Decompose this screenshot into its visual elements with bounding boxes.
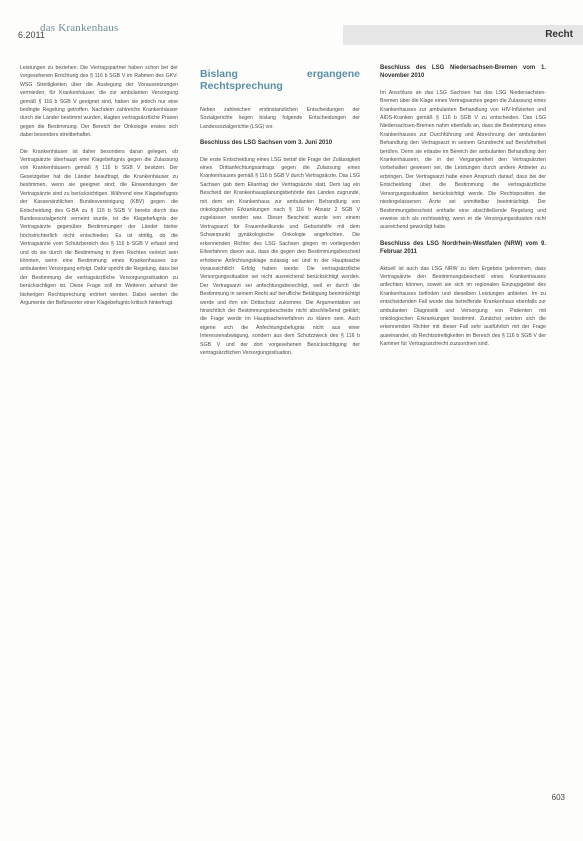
- column-right: [380, 64, 546, 834]
- paragraph: Aktuell ist auch das LSG NRW zu dem Ergebnis gekommen, dass Vertragsärzte den Bestimmungsbescheid eines Krankenhauses anfechten können, soweit sie sich im regionalen Einzugsgebiet des Krankenhauses befinden und dieselben Leistungen anbieten. Im zu entscheidenden Fall wurde das betreffende Krankenhaus ebenfalls zur ambulanten Diagnostik und Versorgung von Patienten mit onkologischen Erkrankungen bestimmt. Zunächst setzten sich die erkennenden Richter mit dieser Fall sehr ausführlich mit der Frage auseinander, ob Rechtsstreitigkeiten im Bereich des § 116 b SGB V der Kammer für Vertragsarztrecht zuzuordnen sind.: [380, 265, 546, 348]
- subheading: Beschluss des LSG Sachsen vom 3. Juni 2010: [200, 140, 333, 147]
- section-tag: Recht: [343, 25, 583, 45]
- paragraph: Neben zahlreichen erstinstanzlichen Entscheidungen der Sozialgerichte liegen bislang folgende Entscheidungen der Landessozialgerichte (LSG) vor.: [200, 107, 360, 130]
- page-header: [0, 0, 583, 52]
- paragraph: Leistungen zu beziehen. Die Vertragspartner haben schon bei der vorgesehenen Errichtung des § 116 b SGB V im Rahmen des GKV-WSG Streitigkeiten über die Auslegung der Voraussetzungen vermieden; für Krankenhäuser, die zur ambulanten Versorgung gemäß § 116 b SGB V geeignet sind, haben sie jedoch nur eine bedingte Regelung getroffen. Nachdem zahlreiche Krankenhäuser durch die Länder bestimmt wurden, klagten vertragsärztliche Praxen gegen die Bestimmung. Der Bereich der Onkologie erwies sich dabei besonders streitbehaftet.: [20, 65, 178, 139]
- column-middle: [200, 64, 360, 834]
- page-number: 603: [551, 793, 565, 802]
- paragraph: Im Anschluss an das LSG Sachsen hat das LSG Niedersachsen-Bremen über die Klage eines Vertragsarztes gegen die Zulassung eines Krankenhauses zur ambulanten Behandlung von HIV-Infizierten und AIDS-Kranken gemäß § 116 b SGB V zu entscheiden. Das LSG Niedersachsen-Bremen nahm ebenfalls an, dass die Bestimmung eines Krankenhauses zur Durchführung und Abrechnung der ambulanten Behandlung den Vertragsarzt in seinem Grundrecht auf Berufsfreiheit berühre. Denn sie erlaube im Bereich der ambulanten Behandlung den Krankenhäusern, die in der Vergangenheit den Vertragsärzten vorbehalten gewesen sei, die Leistungen durch andere Anbieter zu erbringen. Der Vertragsarzt habe einen Anspruch darauf, dass bei der Entscheidung über die Bestimmung die vertragsärztliche Versorgungssituation berücksichtigt werde. Die Rechtsposition der niedergelassenen Ärzte sei unmittelbar beeinträchtigt. Der Bestimmungsbescheid enthalte eine abschließende Regelung und erweise sich als rechtswidrig, wenn er die Versorgungssituation nicht ausreichend gewürdigt habe.: [380, 89, 546, 231]
- section-heading: Bislang ergangene Rechtsprechung: [200, 68, 360, 92]
- paragraph: Die erste Entscheidung eines LSG betraf die Frage der Zulässigkeit eines Drittanfechtungsantrags gegen die Zulassung eines Krankenhauses gemäß § 116 b SGB V durch Vertragsärzte. Das LSG Sachsen gab dem Eilantrag der Vertragsärzte statt. Dem lag ein Bescheid der Krankenhausplanungsbehörde des Landes zugrunde, mit dem ein Krankenhaus zur ambulanten Behandlung von onkologischen Erkrankungen nach § 116 b Absatz 2 SGB V zugelassen worden war. Dieser Bescheid wurde von einem Vertragsarzt für Frauenheilkunde und Geburtshilfe mit dem Schwerpunkt gynäkologische Onkologie angefochten. Die erkennenden Richter des LSG Sachsen gingen im vorliegenden Eilverfahren davon aus, dass die gegen den Bestimmungsbescheid erhobene Anfechtungsklage zulässig sei und in der Hauptsache voraussichtlich Erfolg haben werde. Die vertragsärztliche Versorgungssituation sei nicht ausreichend berücksichtigt worden. Der Vertragsarzt sei anfechtungsberechtigt, weil er durch die Bestimmung in seinem Recht auf berufliche Betätigung beeinträchtigt werde und ihm ein Drittschutz zukomme. Die Argumentation sei hinsichtlich der Bestimmungsbescheide nicht abschließend geklärt; die Frage werde im Hauptsacheverfahren zu klären sein. Auch eigene sich die Anfechtungsbefugnis nicht aus einer Interessenabwägung, sondern aus dem Schutzzweck des § 116 b SGB V und der dort vorgesehenen Berücksichtigung der vertragsärztlichen Versorgungssituation.: [200, 156, 360, 356]
- subheading: Beschluss des LSG Niedersachsen-Bremen vom 1. November 2010: [380, 65, 546, 80]
- journal-logo: das Krankenhaus: [40, 22, 119, 34]
- column-left: [20, 64, 178, 834]
- issue-number: 6.2011: [18, 30, 45, 40]
- subheading: Beschluss des LSG Nordrhein-Westfalen (NRW) vom 9. Februar 2011: [380, 240, 546, 256]
- paragraph: Die Krankenhäuser ist daher besonders daran gelegen, ob Vertragsärzte überhaupt eine Klagebefugnis gegen die Zulassung von Krankenhäusern gemäß § 116 b SGB V besitzen. Der Gesetzgeber hat die Länder beauftragt, die Krankenhäuser zu bestimmen, wenn sie geeignet sind; die Einwendungen der Vertragsärzte sind zu berücksichtigen. Während eine Klagebefugnis der Kassenärztlichen Bundesvereinigung (KBV) gegen die Entscheidung des G-BA zu § 116 b SGB V bereits durch das Bundessozialgericht verneint wurde, ist die Klagebefugnis der Vertragsärzte gegenüber Bestimmungen der Länder bisher höchstrichterlich nicht entschieden. Es ist strittig, ob die Vertragsärzte vom Schutzbereich des § 116 b SGB V erfasst sind und ob sie durch die Bestimmung in ihren Rechten verletzt sein könnten, wenn eine Bestimmung eines Krankenhauses zur ambulanten Versorgung erfolgt. Dafür spricht die Regelung, dass bei der Bestimmung die vertragsärztliche Versorgungssituation zu berücksichtigen ist. Diese Frage soll im Weiteren anhand der bisherigen Rechtsprechung erörtert werden. Dabei werden die Argumente der Befürworter einer Klagebefugnis kritisch hinterfragt.: [20, 148, 178, 306]
